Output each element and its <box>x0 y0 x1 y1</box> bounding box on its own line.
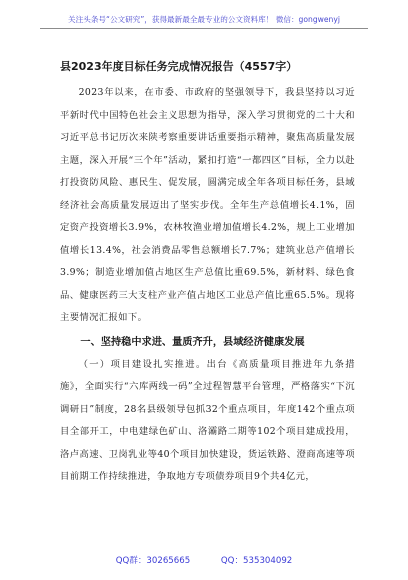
footer-qq-group: QQ群：30265665 <box>115 556 191 566</box>
intro-paragraph: 2023年以来，在市委、市政府的坚强领导下，我县坚持以习近平新时代中国特色社会主义思想为指导，深入学习贯彻党的二十大和习近平总书记历次来陕考察重要讲话重要指示精神，聚焦高质量发展主题，深入开展“三个年”活动，紧扣打造“一都四区”目标，全力以赴打投资防风险、惠民生、促发展，圆满完成全年各项目标任务，县域经济社会高质量发展迈出了坚实步伐。全年生产总值增长4.1%，固定资产投资增长3.9%，农林牧渔业增加值增长4.2%，规上工业增加值增长13.4%，社会消费品零售总额增长7.7%；建筑业总产值增长3.9%；制造业增加值占地区生产总值比重69.5%，新材料、绿色食品、健康医药三大支柱产业产值占地区工业总产值比重65.5%。现将主要情况汇报如下。 <box>60 87 355 323</box>
footer-qq: QQ：535304092 <box>220 556 293 566</box>
header-divider <box>40 28 368 29</box>
sub-paragraph-1: （一）项目建设扎实推进。出台《高质量项目推进年九条措施》，全面实行“六库两线一码”全过程智慧平台管理，严格落实“下沉调研日”制度，28名县级领导包抓32个重点项目，年度142个重点项目全部开工，中电建绿色矿山、洛灞路二期等102个项目建成投用，洛卢高速、卫岗乳业等40个项目加快建设，货运铁路、澄商高速等项目前期工作持续推进，争取地方专项债券项目9个共4亿元， <box>60 358 355 482</box>
section-heading-1: 一、坚持稳中求进、量质齐升，县域经济健康发展 <box>80 336 305 348</box>
document-body <box>60 38 355 489</box>
header-banner: 关注头条号“公文研究”，获得最新最全最专业的公文资料库！ 微信：gongwenyj <box>68 15 340 24</box>
footer-contact <box>0 554 408 566</box>
document-title: 县2023年度目标任务完成情况报告（4557字） <box>60 60 298 73</box>
